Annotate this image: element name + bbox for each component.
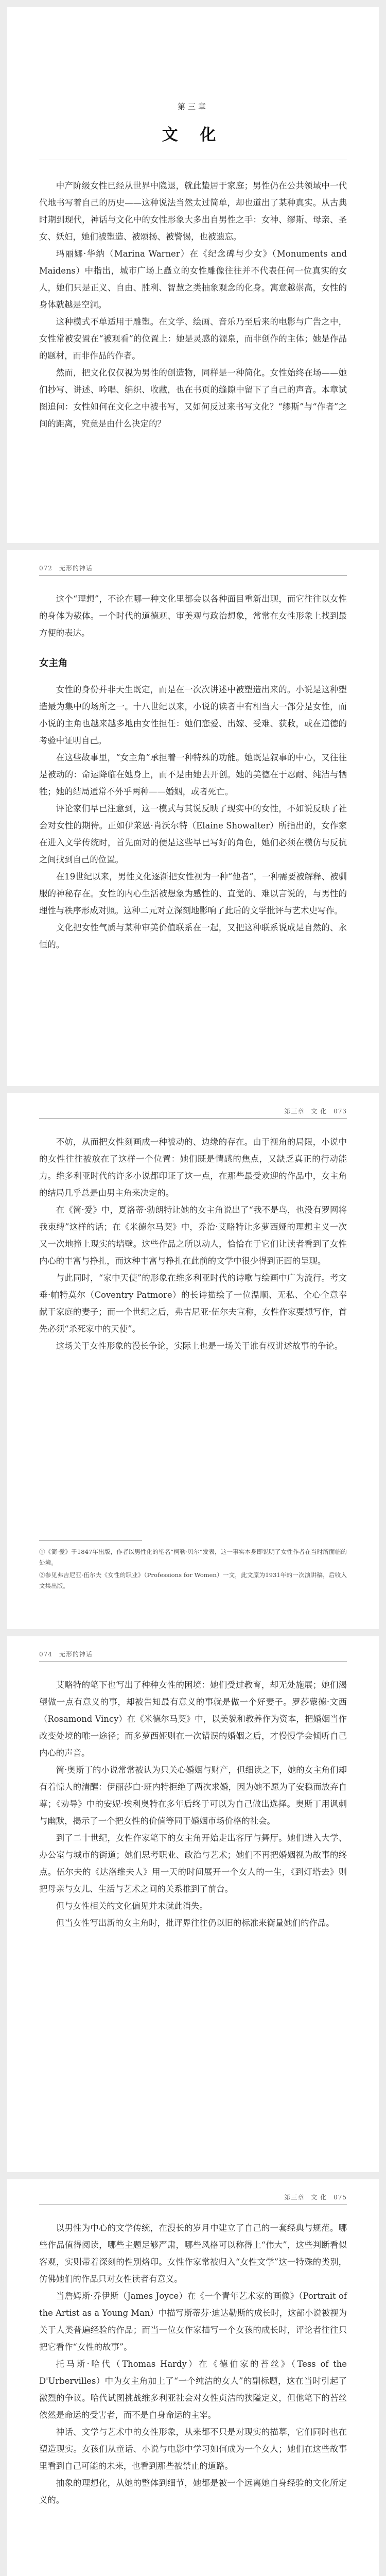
paragraph: 但与女性相关的文化偏见并未就此消失。 [56, 1901, 208, 1911]
paragraph: 在《简·爱》中，夏洛蒂·勃朗特让她的女主角说出了“我不是鸟，也没有罗网将我束缚”这样的话；在《米德尔马契》中，乔治·艾略特让多萝西娅的理想主义一次又一次地撞上现实的墙壁。这些作品之所以动人，恰恰在于它们让读者看到了女性内心的丰富与挣扎，而这种丰富与挣扎在此前的文学中很少得到正面的呈现。 [39, 1205, 347, 1266]
paragraph: 简·奥斯丁的小说常常被认为只关心婚姻与财产，但细读之下，她的女主角们却有着惊人的清醒：伊丽莎白·班内特拒绝了两次求婚，因为她不愿为了安稳而放弃自尊；《劝导》中的安妮·埃利奥特在多年后终于可以为自己做出选择。奥斯丁用讽刺与幽默，揭示了一个把女性的价值等同于婚姻市场价格的社会。 [39, 1765, 347, 1826]
paragraph: 在这些故事里，“女主角”承担着一种特殊的功能。她既是叙事的中心，又往往是被动的：命运降临在她身上，而不是由她去开创。她的美德在于忍耐、纯洁与牺牲；她的结局通常不外乎两种——婚姻，或者死亡。 [39, 753, 347, 796]
paragraph: 抽象的理想化，从她的整体到细节，她都是被一个远离她自身经验的文化所定义的。 [39, 2478, 347, 2505]
running-head: 第三章 文 化 075 [39, 2193, 347, 2205]
body-text [39, 2219, 347, 2509]
body-text [39, 590, 347, 953]
paragraph: 艾略特的笔下也写出了种种女性的困境：她们受过教育，却无处施展；她们渴望做一点有意义的事，却被告知最有意义的事就是做一个好妻子。罗莎蒙德·文西（Rosamond Vincy）在《米德尔马契》中，以美貌和教养作为资本，把婚姻当作改变处境的唯一途径；而多萝西娅则在一次错误的婚姻之后，才慢慢学会倾听自己内心的声音。 [39, 1680, 347, 1758]
book-page [7, 1093, 379, 1629]
paragraph: 文化把女性气质与某种审美价值联系在一起，又把这种联系说成是自然的、永恒的。 [39, 923, 347, 950]
book-page [7, 550, 379, 1086]
paragraph: 在19世纪以来，男性文化逐渐把女性视为一种“他者”，一种需要被解释、被驯服的神秘存在。女性的内心生活被想象为感性的、直觉的、难以言说的，与男性的理性与秩序形成对照。这种二元对立深刻地影响了此后的文学批评与艺术史写作。 [39, 872, 347, 916]
book-page [7, 1636, 379, 2172]
body-text [39, 1676, 347, 1931]
chapter-title: 文 化 [162, 126, 224, 144]
running-head: 072 无形的神话 [39, 564, 347, 576]
paragraph: 这场关于女性形象的漫长争论，实际上也是一场关于谁有权讲述故事的争论。 [56, 1341, 343, 1351]
book-page [7, 2179, 379, 2576]
body-text [39, 177, 347, 432]
paragraph: 玛丽娜·华纳（Marina Warner）在《纪念碑与少女》（Monuments and Maidens）中指出，城市广场上矗立的女性雕像往往并不代表任何一位真实的女人，她们只是正义、自由、胜利、智慧之类抽象观念的化身。寓意越崇高，女性的身体就越是空洞。 [39, 249, 347, 310]
paragraph: 然而，把文化仅仅视为男性的创造物，同样是一种简化。女性始终在场——她们抄写、讲述、吟唱、编织、收藏，也在书页的缝隙中留下了自己的声音。本章试图追问：女性如何在文化之中被书写，又如何反过来书写文化？“缪斯”与“作者”之间的距离，究竟是由什么决定的？ [39, 368, 347, 429]
footnotes [39, 1547, 347, 1593]
paragraph: 女性的身份并非天生既定，而是在一次次讲述中被塑造出来的。小说是这种塑造最为集中的场所之一。十八世纪以来，小说的读者中有相当大一部分是女性，而小说的主角也越来越多地由女性担任：她们恋爱、出嫁、受难、获救，或在道德的考验中证明自己。 [39, 685, 347, 745]
paragraph: 当詹姆斯·乔伊斯（James Joyce）在《一个青年艺术家的画像》（Portrait of the Artist as a Young Man）中描写斯蒂芬·迪达勒斯的成长时，这部小说被视为关于人类普遍经验的作品；而当一位女作家描写一个女孩的成长时，评论者往往只把它看作“女性的故事”。 [39, 2291, 347, 2352]
paragraph: 到了二十世纪，女性作家笔下的女主角开始走出客厅与舞厅。她们进入大学、办公室与城市的街道；她们思考职业、政治与艺术；她们不再把婚姻视为故事的终点。伍尔夫的《达洛维夫人》用一天的时间展开一个女人的一生，《到灯塔去》则把母亲与女儿、生活与艺术之间的关系推到了前台。 [39, 1833, 347, 1894]
paragraph: 但当女性写出新的女主角时，批评界往往仍以旧的标准来衡量她们的作品。 [56, 1918, 335, 1928]
paragraph: 与此同时，“家中天使”的形象在维多利亚时代的诗歌与绘画中广为流行。考文垂·帕特莫尔（Coventry Patmore）的长诗描绘了一位温顺、无私、全心全意奉献于家庭的妻子；而一个世纪之后，弗吉尼亚·伍尔夫宣称，女性作家要想写作，首先必须“杀死家中的天使”。 [39, 1273, 347, 1334]
paragraph: 托马斯·哈代（Thomas Hardy）在《德伯家的苔丝》（Tess of the D'Urbervilles）中为女主角加上了“一个纯洁的女人”的副标题，这在当时引起了激烈的争议。哈代试图挑战维多利亚社会对女性贞洁的狭隘定义，但他笔下的苔丝依然是命运的受害者，而不是自身命运的主宰。 [39, 2359, 347, 2420]
body-text [39, 1133, 347, 1354]
paragraph: 这种模式不单适用于雕塑。在文学、绘画、音乐乃至后来的电影与广告之中，女性常被安置在“被观看”的位置上：她是灵感的源泉，而非创作的主体；她是作品的题材，而非作品的作者。 [39, 317, 347, 361]
footnote-divider [39, 1540, 142, 1541]
paragraph: 评论家们早已注意到，这一模式与其说反映了现实中的女性，不如说反映了社会对女性的期待。正如伊莱恩·肖沃尔特（Elaine Showalter）所指出的，女作家在进入文学传统时，首先面对的便是这些早已写好的角色，她们必须在模仿与反抗之间找到自己的位置。 [39, 804, 347, 865]
paragraph: 以男性为中心的文学传统，在漫长的岁月中建立了自己的一套经典与规范。哪些作品值得阅读，哪些主题足够严肃，哪些风格可以称得上“伟大”，这些判断看似客观，实则带着深刻的性别烙印。女性作家常被归入“女性文学”这一特殊的类别，仿佛她们的作品只对女性读者有意义。 [39, 2223, 347, 2284]
running-head: 第三章 文 化 073 [39, 1107, 347, 1119]
running-head: 074 无形的神话 [39, 1650, 347, 1662]
book-page-chapter-opening [7, 7, 379, 543]
paragraph: 神话、文学与艺术中的女性形象，从来都不只是对现实的描摹，它们同时也在塑造现实。女孩们从童话、小说与电影中学习如何成为一个女人；她们在这些故事里看到自己可能的未来，也看到那些被禁止的道路。 [39, 2427, 347, 2471]
footnote: ①《简·爱》于1847年出版，作者以男性化的笔名“柯勒·贝尔”发表，这一事实本身即说明了女性作者在当时所面临的处境。 [39, 1548, 347, 1566]
section-heading: 女主角 [39, 658, 68, 669]
chapter-number: 第三章 [177, 102, 208, 111]
paragraph: 这个“理想”，不论在哪一种文化里都会以各种面目重新出现，而它往往以女性的身体为载体。一个时代的道德观、审美观与政治想象，常常在女性形象上找到最方便的表达。 [39, 594, 347, 638]
footnote: ②参见弗吉尼亚·伍尔夫《女性的职业》（Professions for Women）一文，此文原为1931年的一次演讲稿，后收入文集出版。 [39, 1571, 347, 1589]
paragraph: 中产阶级女性已经从世界中隐退，就此蛰居于家庭；男性仍在公共领域中一代代地书写着自己的历史——这种说法当然太过简单，却也道出了某种真实。从古典时期到现代，神话与文化中的女性形象大多出自男性之手：女神、缪斯、母亲、圣女、妖妇，她们被塑造、被颂扬、被警惕，也被遗忘。 [39, 181, 347, 242]
paragraph: 不妨，从而把女性刻画成一种被动的、边缘的存在。由于视角的局限，小说中的女性往往被放在了这样一个位置：她们既是情感的焦点，又缺乏真正的行动能力。维多利亚时代的许多小说都印证了这一点，在那些最受欢迎的作品中，女主角的结局几乎总是由男主角来决定的。 [39, 1137, 347, 1198]
